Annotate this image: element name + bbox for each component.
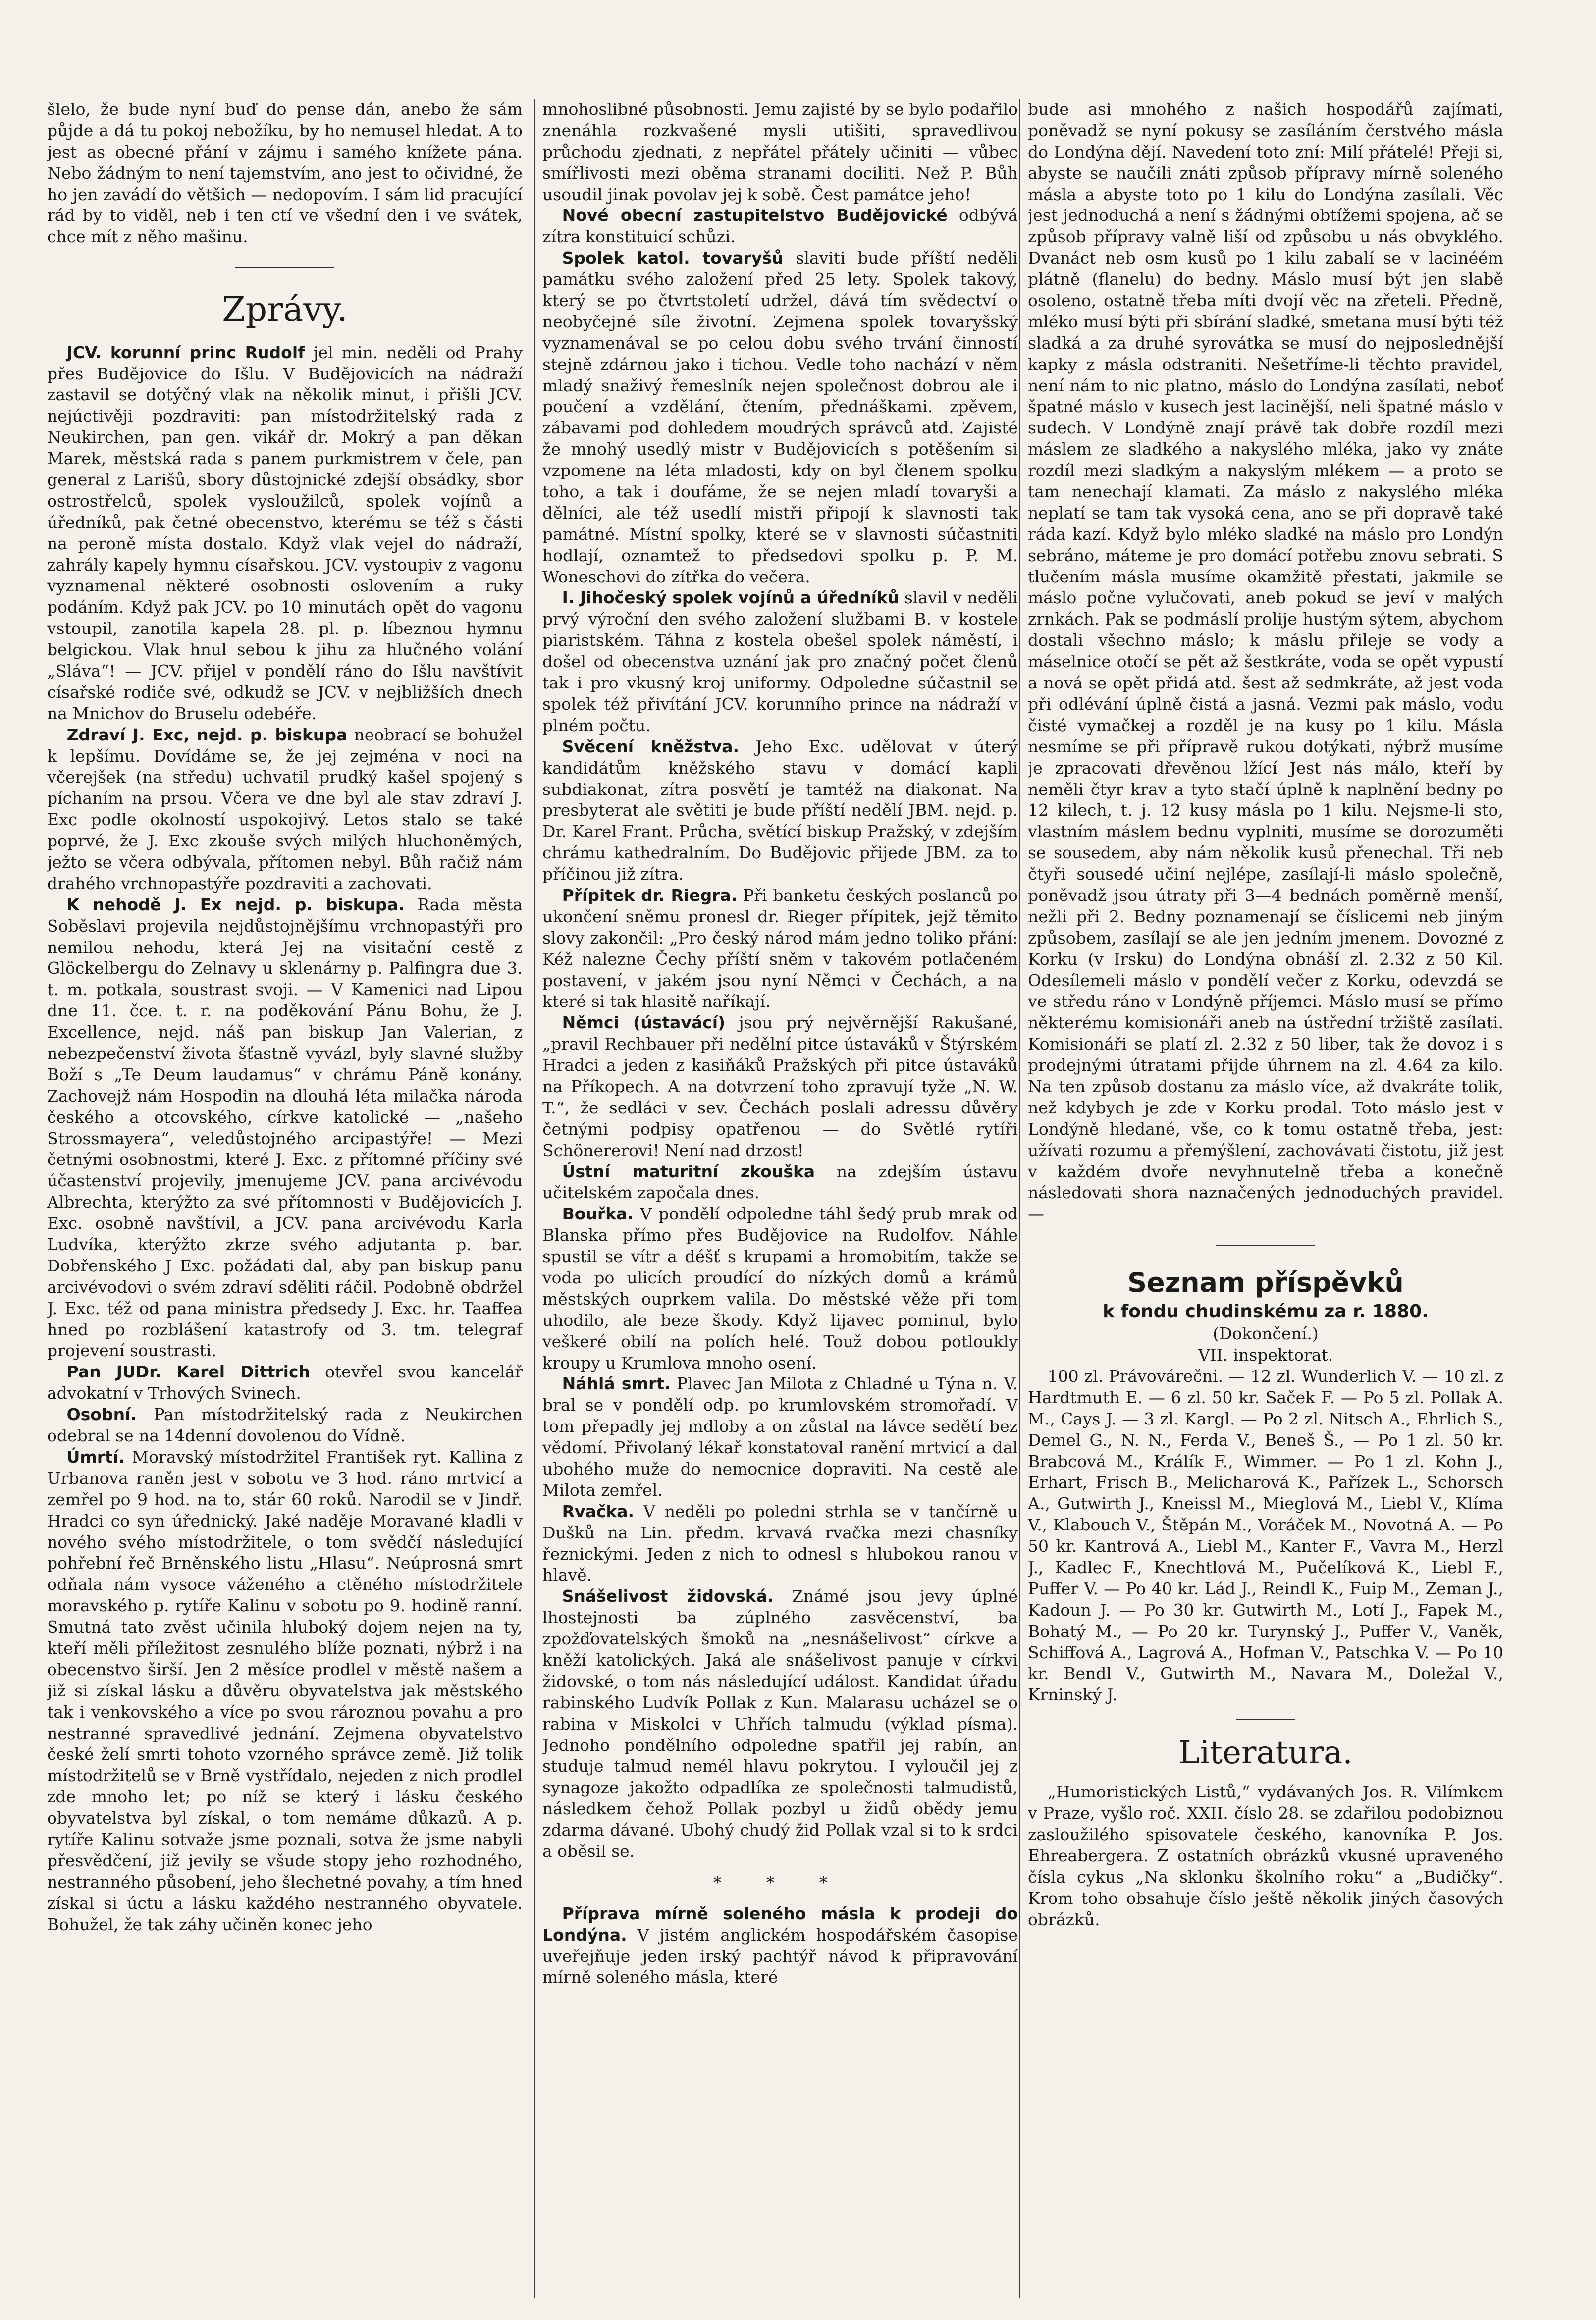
seznam-dokonceni: (Dokončení.) [1213, 1324, 1319, 1344]
article-nehode-text: Rada města Soběslavi projevila nejdůstojnějšímu vrchnopastýři pro nemilou nehodu, která Jej na visitační cestě z Glöckelbergu do Zelnavy u sklenárny p. Palfingra due 3. t. m. potkala, soustrast svoji. — V Kamenici nad Lipou dne 11. čce. t. r. na poděkování Pánu Bohu, že J. Excellence, nejd. náš pan biskup Jan Valerian, z nebezpečenství života šťastně vyvázl, byly slavné služby Boží s „Te Deum laudamus“ v chrámu Páně konány. Zachovejž nám Hospodin na dlouhá léta milačka národa českého a otcovského, církve katolické — „našeho Strossmayera“, veledůstojného arcipastýře! — Mezi četnými osobnostmi, které J. Exc. z přítomné příčiny své účastenství projevily, jmenujeme JCV. pana arcivévodu Albrechta, kterýžto za své přítomnosti v Budějovicích J. Exc. osobně navštívil, a JCV. pana arcivévodu Karla Ludvíka, kterýžto zkrze svého adjutanta p. bar. Dobřenského J Exc. požádati dal, aby pan biskup panu arcivévodovi o svém zdraví sděliti ráčil. Podobně obdržel J. Exc. též od pana ministra předsedy J. Exc. hr. Taaffea hned po rozblášení katastrofy od 3. tm. telegraf projevení soustrasti. [47, 895, 523, 1361]
zpravy-heading: Zprávy. [222, 290, 348, 330]
article-svec-head: Svěcení kněžstva. [562, 737, 740, 756]
article-zastupitelstvo-head: Nové obecní zastupitelstvo Budějovické [562, 206, 948, 225]
article-svec [542, 737, 1018, 885]
article-dittrich-text: otevřel svou kancelář advokatní v Trhových Svinech. [47, 1362, 523, 1403]
seznam-subheading: k fondu chudinskému za r. 1880. [1103, 1301, 1429, 1322]
article-spolek [542, 248, 1018, 587]
separator [1236, 1719, 1295, 1720]
article-snasel [542, 1586, 1018, 1862]
article-dittrich-head: Pan JUDr. Karel Dittrich [66, 1362, 311, 1382]
article-nahla-text: Plavec Jan Milota z Chladné u Týna n. V. bral se v pondělí odp. po krumlovském stromořadí. V tom přepadly jej mdloby a on zůstal na lávce sedětí bez vědomí. Přivolaný lékař konstatoval ranění mrtvicí a dal ubohého muže do nemocnice dopraviti. Na cestě ale Milota zemřel. [542, 1374, 1018, 1500]
article-biskup [47, 725, 523, 895]
col2-intro: mnohoslibné působnosti. Jemu zajisté by se bylo podařilo znenáhla rozkvašené mysli utišiti, spravedlivou průchodu zjednati, z nepřátel přátely učiniti — vůbec smířlivosti mezi oběma stranami dociliti. Než P. Bůh usoudil jinak povolav jej k sobě. Čest památce jeho! [542, 100, 1018, 204]
article-boure-text: V pondělí odpoledne táhl šedý prub mrak od Blanska přímo přes Budějovice na Rudolfov. Náhle spustil se vítr a déšť s krupami a hromobitím, takže se voda po ulicích proudící do nízkých domů a krámů městských ouprkem valila. Do městské věže při tom uhodilo, ale beze škody. Když lijavec pominul, bylo veškeré obilí na polích helé. Touž dobou potloukly kroupy u Krumlova mnoho osení. [542, 1204, 1018, 1372]
literatura-heading: Literatura. [1178, 1735, 1353, 1772]
column-2 [542, 99, 1018, 2298]
article-umrti-head: Úmrtí. [66, 1447, 125, 1467]
column-1 [47, 99, 523, 2298]
article-biskup-head: Zdraví J. Exc, nejd. p. biskupa [66, 725, 348, 744]
article-svec-text: Jeho Exc. udělovat v úterý kandidátům kněžského stavu v domácí kapli subdiakonat, zítra posvětí je tamtéž na diakonat. Na presbyterat ale světiti je bude příští nedělí JBM. nejd. p. Dr. Karel Frant. Průcha, světící biskup Pražský, v zdejším chrámu kathedralním. Do Budějovic přijede JBM. za to příčinou již zítra. [542, 737, 1018, 884]
column-3 [1028, 99, 1503, 2298]
article-dittrich [47, 1362, 523, 1404]
article-snasel-head: Snášelivost židovská. [562, 1586, 774, 1606]
article-maturita [542, 1161, 1018, 1204]
article-pripitek [542, 885, 1018, 1012]
article-pripitek-text: Při banketu českých poslanců po ukončení sněmu pronesl dr. Rieger přípitek, jejž těmito slovy zakončil: „Pro český národ mám jedno toliko přání: Kéž nalezne Čechy příští sněm v takovém potlačeném postavení, v jakém jsou nyní Němci v Čechách, a na které si tak hlasitě naříkají. [542, 885, 1018, 1011]
seznam-list: 100 zl. Právovárečni. — 12 zl. Wunderlich V. — 10 zl. z Hardtmuth E. — 6 zl. 50 kr. Saček F. — Po 5 zl. Pollak A. M., Cays J. — 3 zl. Kargl. — Po 2 zl. Nitsch A., Ehrlich S., Demel G., N. N., Ferda V., Beneš Š., — Po 1 zl. 50 kr. Brabcová M., Králík F., Wimmer. — Po 1 zl. Kohn J., Erhart, Frisch B., Melicharová K., Pařízek L., Schorsch A., Gutwirth J., Kneissl M., Mieglová M., Liebl V., Klíma V., Klabouch V., Štěpán M., Voráček M., Novotná A. — Po 50 kr. Kantrová A., Liebl M., Kanter F., Vavra M., Herzl J., Kadlec F., Knechtlová M., Pučelíková K., Liebl F., Puffer V. — Po 40 kr. Lád J., Reindl K., Fuip M., Zeman J., Kadoun J. — Po 30 kr. Gutwirth M., Lotí J., Fapek M., Bohatý M., — Po 20 kr. Turynský J., Puffer V., Vaněk, Schiffová A., Lagrová A., Hofman V., Patschka V. — Po 10 kr. Bendl V., Gutwirth M., Navara M., Doležal V., Krninský J. [1028, 1366, 1503, 1705]
article-boure [542, 1204, 1018, 1373]
article-nemci-text: jsou prý nejvěrnější Rakušané, „pravil Rechbauer při nedělní pitce ústaváků v Štýrském Hradci a jeden z kasiňáků Pražských při pitce ústaváků na Příkopech. A na dotvrzení toho zpravují tyže „N. W. T.“, že sedláci v sev. Čechách poslali adressu důvěry četnými podpisy opatřenou — do Světlé rytíři Schönererovi! Není nad drzost! [542, 1013, 1018, 1160]
article-osobni-text: Pan místodržitelský rada z Neukirchen odebral se na 14denní dovolenou do Vídně. [47, 1405, 523, 1446]
article-snasel-text: Známé jsou jevy úplné lhostejnosti ba zúplného zasvěcenství, ba zpožďovatelských šmoků na „nesnášelivost“ církve a kněží katolických. Jaká ale snášelivost panuje v církvi židovské, o tom nás následující událost. Kandidat úřadu rabinského Ludvík Pollak z Kun. Malarasu ucházel se o rabina v Miskolci v Uhřích talmudu (výklad písma). Jednoho pondělního odpoledne spatřil jej rabín, an studuje talmud nemél hlavu pokrytou. I vyloučil jej z synagoze jakožto odpadlíka ze společnosti talmudistů, následkem čehož Pollak pozbyl u židů obědy jemu zdarma dávané. Ubohý chudý žid Pollak vzal si to k srdci a oběsil se. [542, 1586, 1018, 1861]
article-rvacka [542, 1501, 1018, 1586]
separator [1216, 1245, 1315, 1246]
separator [235, 267, 334, 268]
article-osobni [47, 1404, 523, 1447]
article-pripitek-head: Přípitek dr. Riegra. [562, 885, 738, 905]
article-biskup-text: neobrací se bohužel k lepšímu. Dovídáme se, že jej zejména v noci na včerejšek (na středu) uchvatil prudký kašel spojený s píchaním na prsou. Včera ve dne byl ale stav zdraví J. Exc podle okolností uspokojivý. Letos stalo se také poprvé, že J. Exc zkouše svých milých hluchoněmých, ježto se včera odbývala, přítomen nebyl. Bůh račiž nám drahého vrchnopastýře pozdraviti a zachovati. [47, 725, 523, 893]
col1-intro: šlelo, že bude nyní buď do pense dán, anebo že sám půjde a dá tu pokoj nebožíku, by ho nemusel hledat. A to jest as obecné přání v zájmu i samého knížete pána. Nebo žádným to není tajemstvím, ano jest to očividné, že ho jen zavádí do většich — nedopovím. I sám lid pracující rád by to viděl, neb i ten ctí ve všední den i ve svátek, chce mít z něho mašinu. [47, 100, 523, 247]
article-maturita-text: na zdejším ústavu učitelském započala dnes. [542, 1161, 1018, 1203]
article-umrti [47, 1447, 523, 1935]
article-nahla [542, 1373, 1018, 1501]
col3-intro: bude asi mnohého z našich hospodářů zajímati, poněvadž se nyní pokusy se zasíláním čerstvého másla do Londýna dějí. Navedení toto zní: Milí přátelé! Přeji si, abyste se naučili znáti způsob přípravy mírně soleného másla a abyste toto po 1 kilu do Londýna zasílali. Věc jest jednoduchá a není s žádnými obtížemi spojena, ač se způsob přípravy valně liší od způsobu u nás obvyklého. Dvanáct neb osm kusů po 1 kilu zabalí se v lacinéém plátně (flanelu) do bedny. Máslo musí být jen slabě osoleno, ostatně třeba míti dvojí věc na zřeteli. Předně, mléko musí býti při sbírání sladké, smetana musí býti též sladká a za druhé syrovátka se musí do nejposlednější kapky z másla odstraniti. Nešetříme-li těchto pravidel, není nám to nic platno, máslo do Londýna zasílati, neboť špatné máslo v kusech jest lacinější, neli špatné máslo v sudech. V Londýně znají právě tak dobře rozdíl mezi máslem ze sladkého a nakyslého mléka, jako vy znáte rozdíl mezi sladkým a nakyslým mlékem — a proto se tam nenechají klamati. Za máslo z nakyslého mléka neplatí se tam tak vysoká cena, ano se při dopravě také ráda kazí. Když bylo mléko sladké na máslo pro Londýn sebráno, máteme je pro domácí potřebu znovu sebrati. S tlučením másla musíme okamžitě přestati, jakmile se máslo počne vylučovati, aneb pokud se jeví v malých zrnkách. Pak se podmáslí prolije hustým sýtem, abychom dostali všechno máslo; k máslu přileje se vody a máselnice otočí se pět až šestkráte, voda se opět vypustí a nová se opět přidá atd. šest až sedmkráte, až jest voda při odlévání úplně čistá a jasná. Vezmi pak máslo, vodu čisté vymačkej a rozděl je na kusy po 1 kilu. Másla nesmíme se při přípravě rukou dotýkati, nýbrž musíme je zpracovati dřevěnou lžící Jest nás málo, kteří by neměli čtyr krav a tyto stačí úplně k naplnění bedny po 12 kilech, t. j. 12 kusy másla po 1 kilu. Nejsme-li sto, vlastním máslem bednu vyplniti, musíme se dorozuměti se sousedem, aby nám několik kusů přenechal. Tři neb čtyři sousedé učiní nejlépe, zasílají-li máslo společně, poněvadž jsou útraty při 3—4 bednách poměrně menší, nežli při 2. Bedny poznamenají se číslicemi neb jiným způsobem, zasílají se ale jen jedním jmenem. Dovozné z Korku (v Irsku) do Londýna obnáší zl. 2.32 z 50 Kil. Odesílemeli máslo v pondělí večer z Korku, odevzdá se ve středu ráno v Londýně příjemci. Máslo musí se přímo některému komisionáři aneb na ústřední tržiště zasílati. Komisionáři se platí zl. 2.32 z 50 liber, tak že dovoz i s prodejnými útratami přijde úhrnem na zl. 4.64 za kilo. Na ten způsob dostanu za máslo více, až dvakráte tolik, než kdybych je zde v Korku prodal. Toto máslo jest v Londýně hledané, vše, co k tomu ostatně třeba, jest: užívati rozumu a přemýšlení, zachovávati čistotu, již jest v každém dvoře nevyhnutelně třeba a konečně následovati shora naznačených jednoduchých pravidel. — [1028, 100, 1503, 1224]
article-priprava-text: V jistém anglickém hospodářském časopise uveřejňuje jeden irský pachtýř návod k připravování mírně soleného másla, které [542, 1925, 1018, 1987]
stars-separator: * * * [713, 1872, 848, 1892]
article-rvacka-text: V neděli po poledni strhla se v tančírně u Dušků na Lin. předm. krvavá rvačka mezi chasníky řeznickými. Jeden z nich to odnesl s hlubokou ranou v hlavě. [542, 1501, 1018, 1585]
column-rule-2 [1019, 99, 1020, 2298]
article-jihocesky-text: slavil v neděli prvý výroční den svého založení službami B. v kostele piaristském. Táhna z kostela obešel spolek náměstí, i došel od obecenstva uznání jak pro značný počet členů tak i pro vkusný kroj uniformy. Odpoledne súčastnil se spolek též přivítání JCV. korunního prince na nádraží v plném počtu. [542, 588, 1018, 735]
article-jcv [47, 342, 523, 725]
article-spolek-text: slaviti bude příští neděli památku svého založení před 25 lety. Spolek takový, který se po čtvrtstoletí udržel, dává tím svědectví o neobyčejné síle životní. Zejmena spolek tovaryšský vyznamenával se po celou dobu svého trvání činností stejně zdárnou jako i tichou. Vedle toho nachází v něm mladý snaživý řemeslník nejen společnost dobrou ale i poučení a vzdělání, čtením, přednáškami. zpěvem, zábavami pod dohledem moudrých správců atd. Zajisté že mnohý usedlý mistr v Budějovicích s potěšením si vzpomene na léta mladosti, kdy on byl členem spolku toho, a tak i doufáme, že se nejen mladí tovaryši a dělníci, ale též usedlí mistři připojí k slavnosti tak památné. Místní spolky, které se v slavnosti súčastniti hodlají, oznamtež to předsedovi spolku p. P. M. Woneschovi do zítřka do večera. [542, 248, 1018, 586]
article-osobni-head: Osobní. [66, 1405, 137, 1424]
article-boure-head: Bouřka. [562, 1204, 634, 1224]
article-jcv-text: jel min. neděli od Prahy přes Budějovice do Išlu. V Budějovicích na nádraží zastavil se dotýčný vlak na několik minut, i přišli JCV. nejúctivěji pozdraviti: pan místodržitelský rada z Neukirchen, pan gen. vikář dr. Mokrý a pan děkan Marek, městská rada s panem purkmistrem v čele, pan general z Larišů, sbory důstojnické zdejší obsádky, sbor ostrostřelců, spolek vysloužilců, spolek vojínů a úředníků, pak četné obecenstvo, kterému se též s části na peroně místa dostalo. Když vlak vejel do nádraží, zahrály kapely hymnu císařskou. JCV. vystoupiv z vagonu vyznamenal některé osobnosti oslovením a ruky podáním. Když pak JCV. po 10 minutách opět do vagonu vstoupil, zanotila kapela 28. pl. p. líbeznou hymnu belgickou. Vlak hnul sebou k jihu za hlučného volání „Sláva“! — JCV. přijel v pondělí ráno do Išlu navštívit císařské rodiče své, odkudž se JCV. v nejbližších dnech na Mnichov do Bruselu odebéře. [47, 342, 523, 723]
article-jihocesky-head: I. Jihočeský spolek vojínů a úředníků [562, 588, 900, 608]
article-umrti-text: Moravský místodržitel František ryt. Kallina z Urbanova raněn jest v sobotu ve 3 hod. ráno mrtvicí a zemřel po 9 hod. na to, stár 60 roků. Narodil se v Jindř. Hradci co syn úřednický. Jaké naděje Moravané kladli v nového svého místodržitele, o tom svědčí následující pohřební řeč Brněnského listu „Hlasu“. Neúprosná smrt odňala nám vysoce váženého a ctěného místodržitele moravského p. rytíře Kalinu v sobotu po 9. hodině ranní. Smutná tato zvěst učinila hluboký dojem nejen na ty, kteří měli příležitost zesnulého blíže poznati, nýbrž i na obecenstvo širší. Jen 2 měsíce prodlel v městě našem a již si získal lásku a důvěru obyvatelstva jak městského tak i venkovského a více po svou rároznou povahu a pro nestranné spravedlivé jednání. Zejmena obyvatelstvo české želí smrti tohoto vzorného správce země. Již tolik místodržitelů se v Brně vystřídalo, nejeden z nich prodlel zde mnoho let; po níž se který i lásku českého obyvatelstva byl získal, o tom nemáme důkazů. A p. rytíře Kalinu sotvaže jsme poznali, sotva že jsme nabyli přesvědčení, již jevily se všude stopy jeho rozhodného, nestranného působení, jeho šlechetné povahy, a tím hned získal si úctu a lásku každého nestranného obyvatele. Bohužel, že tak záhy učiněn konec jeho [47, 1447, 523, 1934]
article-nehode-head: K nehodě J. Ex nejd. p. biskupa. [66, 895, 405, 914]
article-jihocesky [542, 587, 1018, 736]
article-priprava [542, 1903, 1018, 1989]
seznam-heading: Seznam příspěvků [1127, 1267, 1404, 1299]
article-maturita-head: Ústní maturitní zkouška [562, 1161, 815, 1181]
article-priprava-head: Příprava mírně soleného másla k prodeji do Londýna. [542, 1903, 1018, 1945]
article-zastupitelstvo [542, 205, 1018, 248]
article-rvacka-head: Rvačka. [562, 1501, 635, 1521]
article-nahla-head: Náhlá smrt. [562, 1374, 671, 1394]
seznam-inspektorat: VII. inspektorat. [1198, 1345, 1333, 1365]
literatura-text: „Humoristických Listů,“ vydávaných Jos. R. Vilímkem v Praze, vyšlo roč. XXII. číslo 28. se zdařilou podobiznou zasloužilého spisovatele českého, kanovníka P. Jos. Ehreabergera. Z ostatních obrázků vkusné upraveného čísla cykus „Na sklonku školního roku“ a „Budičky“. Krom toho obsahuje číslo ještě několik jiných časových obrázků. [1028, 1782, 1503, 1929]
column-rule-1 [534, 99, 535, 2298]
article-zastupitelstvo-text: odbývá zítra konstituicí schůzi. [542, 206, 1018, 247]
article-nemci-head: Němci (ústavácí) [562, 1013, 726, 1033]
article-nehode [47, 895, 523, 1362]
article-spolek-head: Spolek katol. tovaryšů [562, 248, 784, 268]
article-jcv-head: JCV. korunní princ Rudolf [66, 342, 305, 362]
article-nemci [542, 1012, 1018, 1161]
